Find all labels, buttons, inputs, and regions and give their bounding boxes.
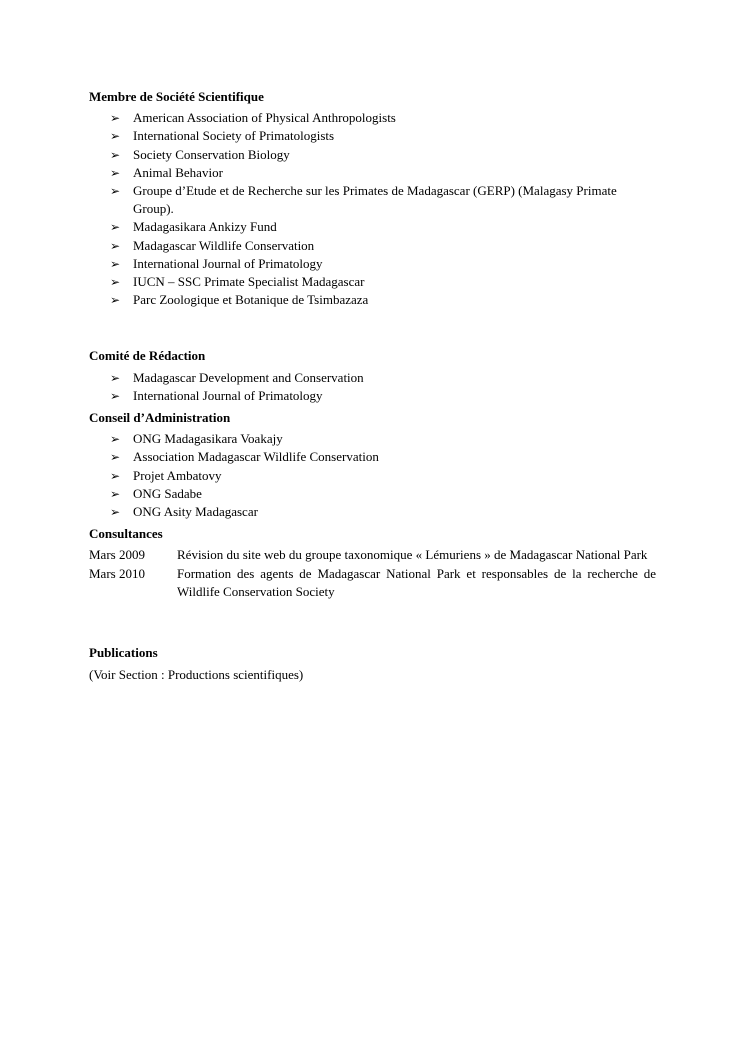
- arrow-bullet-icon: ➢: [110, 111, 121, 126]
- arrow-bullet-icon: ➢: [110, 450, 121, 465]
- membre-list: [89, 109, 656, 309]
- arrow-bullet-icon: ➢: [110, 293, 121, 308]
- list-item: ➢ Madagasikara Ankizy Fund: [89, 218, 656, 236]
- consultance-date: Mars 2010: [89, 565, 145, 581]
- list-item: ➢ Association Madagascar Wildlife Conservation: [89, 448, 656, 466]
- arrow-bullet-icon: ➢: [110, 184, 121, 199]
- list-item: ➢ Madagascar Development and Conservation: [89, 369, 656, 387]
- section-spacer: [89, 309, 656, 347]
- comite-heading: Comité de Rédaction: [89, 348, 206, 364]
- list-item: ➢ International Society of Primatologists: [89, 127, 656, 145]
- conseil-heading: Conseil d’Administration: [89, 410, 231, 426]
- arrow-bullet-icon: ➢: [110, 238, 121, 253]
- consultance-entry: [89, 565, 656, 601]
- arrow-bullet-icon: ➢: [110, 468, 121, 483]
- consultance-description: Révision du site web du groupe taxonomique « Lémuriens » de Madagascar National Park: [177, 547, 648, 563]
- list-item: ➢ American Association of Physical Anthropologists: [89, 109, 656, 127]
- arrow-bullet-icon: ➢: [110, 256, 121, 271]
- arrow-bullet-icon: ➢: [110, 388, 121, 403]
- consultance-description: Formation des agents de Madagascar National Park et responsables de la recherche de Wildlife Conservation Society: [177, 565, 656, 599]
- list-item: ➢ IUCN – SSC Primate Specialist Madagascar: [89, 273, 656, 291]
- list-item: ➢ ONG Sadabe: [89, 485, 656, 503]
- comite-list: [89, 369, 656, 405]
- list-item: ➢ ONG Madagasikara Voakajy: [89, 430, 656, 448]
- list-item: ➢ Projet Ambatovy: [89, 467, 656, 485]
- arrow-bullet-icon: ➢: [110, 370, 121, 385]
- list-item: ➢ International Journal of Primatology: [89, 255, 656, 273]
- consultance-date: Mars 2009: [89, 547, 145, 563]
- list-item: ➢ Society Conservation Biology: [89, 146, 656, 164]
- conseil-list: [89, 430, 656, 521]
- document-content: [89, 88, 656, 684]
- list-item: ➢ Parc Zoologique et Botanique de Tsimbazaza: [89, 291, 656, 309]
- membre-heading: Membre de Société Scientifique: [89, 89, 264, 104]
- publications-heading: Publications: [89, 645, 158, 661]
- consultances-list: [89, 546, 656, 601]
- publications-note: (Voir Section : Productions scientifiques): [89, 667, 304, 683]
- consultances-heading: Consultances: [89, 526, 163, 542]
- list-item: ➢ Animal Behavior: [89, 164, 656, 182]
- section-spacer: [89, 601, 656, 644]
- consultance-entry: [89, 546, 656, 564]
- list-item: ➢ ONG Asity Madagascar: [89, 503, 656, 521]
- arrow-bullet-icon: ➢: [110, 129, 121, 144]
- list-item: ➢ International Journal of Primatology: [89, 387, 656, 405]
- arrow-bullet-icon: ➢: [110, 486, 121, 501]
- arrow-bullet-icon: ➢: [110, 275, 121, 290]
- list-item: ➢ Madagascar Wildlife Conservation: [89, 237, 656, 255]
- arrow-bullet-icon: ➢: [110, 432, 121, 447]
- arrow-bullet-icon: ➢: [110, 505, 121, 520]
- list-item: ➢ Groupe d’Etude et de Recherche sur les Primates de Madagascar (GERP) (Malagasy Primate Group).: [110, 183, 617, 217]
- arrow-bullet-icon: ➢: [110, 165, 121, 180]
- arrow-bullet-icon: ➢: [110, 147, 121, 162]
- arrow-bullet-icon: ➢: [110, 220, 121, 235]
